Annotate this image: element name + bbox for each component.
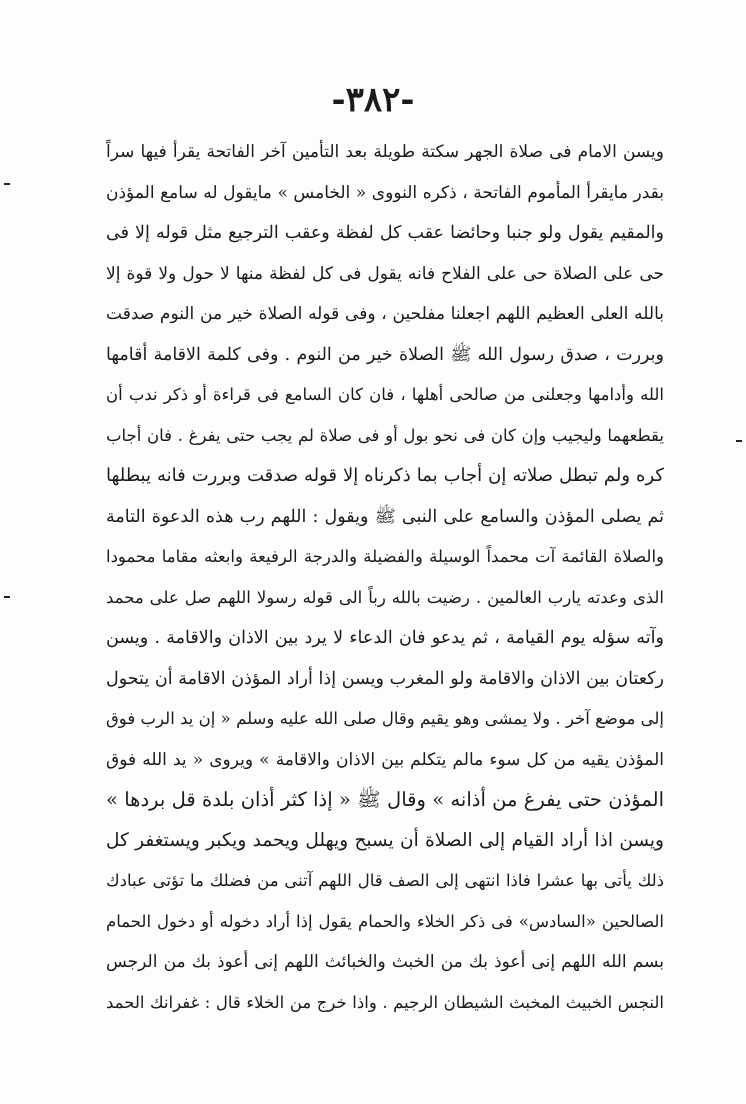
text-line: والمقيم يقول ولو جنبا وحائضا عقب كل لفظة وعقب الترجيع مثل قوله إلا فى xyxy=(106,223,664,243)
text-line: ذلك يأتى بها عشرا فاذا انتهى إلى الصف قال اللهم آتنى من فضلك ما تؤتى عبادك xyxy=(106,871,664,890)
text-line: النجس الخبيث المخبث الشيطان الرجيم . واذا خرج من الخلاء قال : غفرانك الحمد xyxy=(106,992,664,1012)
text-line: المؤذن يقيه من كل سوء مالم يتكلم بين الاذان والاقامة » ويروى « يد الله فوق xyxy=(106,749,664,770)
text-line: وآته سؤله يوم القيامة ، ثم يدعو فان الدعاء لا يرد بين الاذان والاقامة . ويسن xyxy=(106,628,664,648)
text-line: ويسن اذا أراد القيام إلى الصلاة أن يسبح ويهلل ويحمد ويكبر ويستغفر كل xyxy=(106,829,664,851)
text-line: يقطعهما وليجيب وإن كان فى نحو بول أو فى صلاة لم يجب حتى يفرغ . فان أجاب xyxy=(106,425,664,445)
text-line: والصلاة القائمة آت محمداً الوسيلة والفضيلة والدرجة الرفيعة وابعثه مقاما محمودا xyxy=(106,547,664,566)
text-line: ثم يصلى المؤذن والسامع على النبى ﷺ ويقول : اللهم رب هذه الدعوة التامة xyxy=(106,506,664,527)
text-line: المؤذن حتى يفرغ من أذانه » وقال ﷺ « إذا كثر أذان بلدة قل بردها » xyxy=(106,788,664,811)
text-line: وبررت ، صدق رسول الله ﷺ الصلاة خير من النوم . وفى كلمة الاقامة أقامها xyxy=(106,344,664,365)
text-line: بالله العلى العظيم اللهم اجعلنا مفلحين ، وفى قوله الصلاة خير من النوم صدقت xyxy=(106,304,664,324)
text-line: الله وأدامها وجعلنى من صالحى أهلها ، فان كان السامع فى قراءة أو ذكر ندب أن xyxy=(106,385,664,404)
page-number: -٣٨٢- xyxy=(331,80,415,120)
scan-edge-mark xyxy=(4,596,10,598)
text-line: الذى وعدته يارب العالمين . رضيت بالله رباً الى قوله رسولا اللهم صل على محمد xyxy=(106,587,664,607)
body-text xyxy=(106,132,664,1023)
text-line: كره ولم تبطل صلاته إن أجاب بما ذكرناه إلا قوله صدقت وبررت فانه يبطلها xyxy=(106,465,664,486)
text-line: ويسن الامام فى صلاة الجهر سكتة طويلة بعد التأمين آخر الفاتحة يقرأ فيها سراً xyxy=(106,142,664,162)
text-line: إلى موضع آخر . ولا يمشى وهو يقيم وقال صلى الله عليه وسلم « إن يد الرب فوق xyxy=(106,709,664,728)
text-line: بسم الله اللهم إنى أعوذ بك من الخبث والخبائث اللهم إنى أعوذ بك من الرجس xyxy=(106,952,664,972)
text-line: الصالحين «السادس» فى ذكر الخلاء والحمام يقول إذا أراد دخوله أو دخول الحمام xyxy=(106,911,664,931)
scan-edge-mark xyxy=(736,440,742,442)
text-line: بقدر مايقرأ المأموم الفاتحة ، ذكره النووى « الخامس » مايقول له سامع المؤذن xyxy=(106,182,664,203)
text-line: حى على الصلاة حى على الفلاح فانه يقول فى كل لفظة منها لا حول ولا قوة إلا xyxy=(106,263,664,284)
text-line: ركعتان بين الاذان والاقامة ولو المغرب ويسن إذا أراد المؤذن الاقامة أن يتحول xyxy=(106,668,664,689)
scan-edge-mark xyxy=(4,183,10,185)
